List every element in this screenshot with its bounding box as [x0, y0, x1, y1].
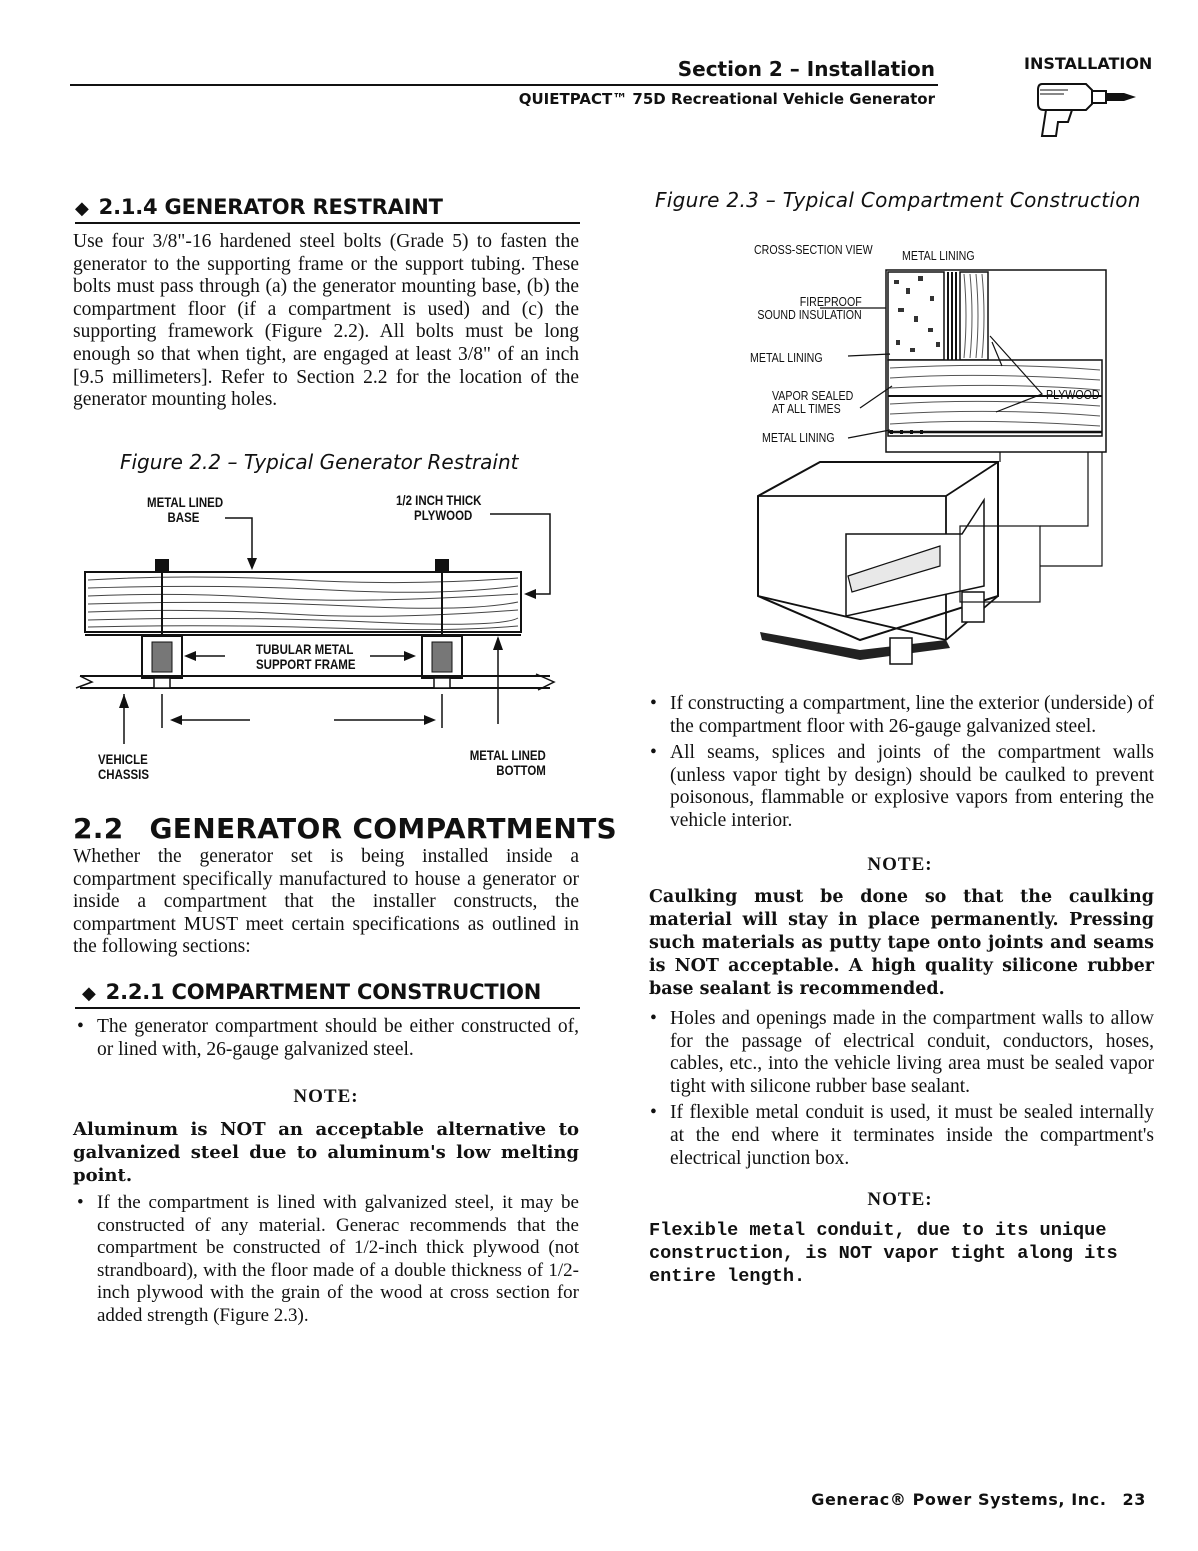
label-cross-section: CROSS-SECTION VIEW	[754, 243, 873, 257]
warning-caulking: Caulking must be done so that the caulking material will stay in place permanently. Pressing such materials as putty tape onto joints and seams is NOT acceptable. A high quality silicone rubber base sealant is recommended.	[649, 887, 1154, 999]
label-line: 1/2 INCH THICK	[396, 492, 482, 508]
note-label: NOTE:	[293, 1086, 359, 1107]
diamond-icon: ◆	[82, 983, 96, 1004]
heading-number: 2.2	[73, 812, 124, 845]
heading-rule	[75, 222, 580, 224]
figure-2-3-caption: Figure 2.3 – Typical Compartment Construction	[655, 188, 1141, 212]
list-item: • All seams, splices and joints of the compartment walls (unless vapor tight by design) should be caulked to prevent poisonous, flammable or explosive vapors from entering the vehicle interior.	[646, 742, 1154, 832]
label-metal-lined-bottom	[470, 748, 546, 778]
warning-aluminum: Aluminum is NOT an acceptable alternative to galvanized steel due to aluminum's low melting point.	[73, 1119, 579, 1186]
list-item: • The generator compartment should be either constructed of, or lined with, 26-gauge galvanized steel.	[73, 1016, 579, 1061]
label-line: PLYWOOD	[414, 507, 473, 523]
warning-conduit: Flexible metal conduit, due to its unique construction, is NOT vapor tight along its entire length.	[649, 1220, 1118, 1287]
section-title: Section 2 – Installation	[677, 57, 935, 81]
page-number: 23	[1122, 1490, 1146, 1509]
label-line: AT ALL TIMES	[772, 402, 841, 416]
label-line: CHASSIS	[98, 766, 150, 782]
paragraph-restraint: Use four 3/8"-16 hardened steel bolts (Grade 5) to fasten the generator to the supporting frame or the support tubing. These bolts must pass through (a) the generator mounting base, (b) the compartment floor (if a compartment is used) and (c) the supporting framework (Figure 2.2). All bolts must be long enough so that when tight, are engaged at least 3/8" of an inch [9.5 millimeters]. Refer to Section 2.2 for the location of the generator mounting holes.	[73, 231, 579, 411]
heading-2-1-4	[75, 195, 443, 219]
bullet-list-2	[73, 1192, 579, 1332]
label-line: SUPPORT FRAME	[256, 656, 356, 672]
note-label: NOTE:	[867, 854, 933, 875]
label-line: VAPOR SEALED	[772, 389, 854, 403]
heading-text: 2.2.1 COMPARTMENT CONSTRUCTION	[105, 980, 542, 1004]
note-label: NOTE:	[867, 1189, 933, 1210]
label-metal-lining-bottom: METAL LINING	[762, 431, 835, 445]
label-plywood	[396, 493, 481, 523]
heading-2-2-1	[82, 980, 541, 1004]
header-rule	[70, 84, 938, 86]
label-line: SOUND INSULATION	[757, 308, 862, 322]
label-line: BASE	[167, 509, 200, 525]
label-line: METAL LINED	[469, 747, 546, 763]
footer-company: Generac® Power Systems, Inc.	[811, 1490, 1107, 1509]
heading-text: 2.1.4 GENERATOR RESTRAINT	[98, 195, 443, 219]
label-metal-lined-base	[147, 495, 223, 525]
figure-2-2-caption: Figure 2.2 – Typical Generator Restraint	[120, 450, 519, 474]
label-line: VEHICLE	[98, 751, 148, 767]
page-footer	[700, 1490, 1146, 1509]
heading-2-2	[73, 812, 617, 845]
list-item: • If flexible metal conduit is used, it must be sealed internally at the end where it terminates inside the compartment's electrical junction box.	[646, 1102, 1154, 1170]
label-line: TUBULAR METAL	[256, 641, 354, 657]
product-subtitle: QUIETPACT™ 75D Recreational Vehicle Generator	[518, 90, 935, 108]
heading-rule	[75, 1007, 580, 1009]
label-line: BOTTOM	[496, 762, 546, 778]
bullet-list-4	[646, 1008, 1154, 1174]
label-line: FIREPROOF	[800, 295, 862, 309]
label-tubular-frame	[256, 642, 356, 672]
heading-text: GENERATOR COMPARTMENTS	[149, 812, 617, 845]
label-metal-lining-top: METAL LINING	[902, 249, 975, 263]
label-metal-lining-mid: METAL LINING	[750, 351, 823, 365]
list-item: • If the compartment is lined with galvanized steel, it may be constructed of any material. Generac recommends that the compartment be constructed of 1/2-inch thick plywood (not strandboard), with the floor made of a double thickness of 1/2-inch plywood with the grain of the wood at cross section for added strength (Figure 2.3).	[73, 1192, 579, 1328]
bullet-list-3	[646, 693, 1154, 837]
label-vapor-sealed	[772, 390, 853, 416]
diamond-icon: ◆	[75, 198, 89, 219]
installation-tag: INSTALLATION	[1024, 54, 1153, 73]
paragraph-compartments: Whether the generator set is being installed inside a compartment specifically manufactured to house a generator or inside a compartment that the installer constructs, the compartment MUST meet certain specifications as outlined in the following sections:	[73, 846, 579, 958]
label-line: METAL LINED	[147, 494, 224, 510]
list-item: • Holes and openings made in the compartment walls to allow for the passage of electrical conduit, conductors, hoses, cables, etc., into the vehicle living area must be sealed vapor tight with silicone rubber base sealant.	[646, 1008, 1154, 1098]
list-item: • If constructing a compartment, line the exterior (underside) of the compartment floor with 26-gauge galvanized steel.	[646, 693, 1154, 738]
bullet-list-1	[73, 1016, 579, 1065]
drill-icon	[1028, 76, 1144, 140]
label-fireproof	[758, 296, 862, 322]
label-vehicle-chassis	[98, 752, 149, 782]
label-plywood-right: PLYWOOD	[1046, 388, 1100, 402]
